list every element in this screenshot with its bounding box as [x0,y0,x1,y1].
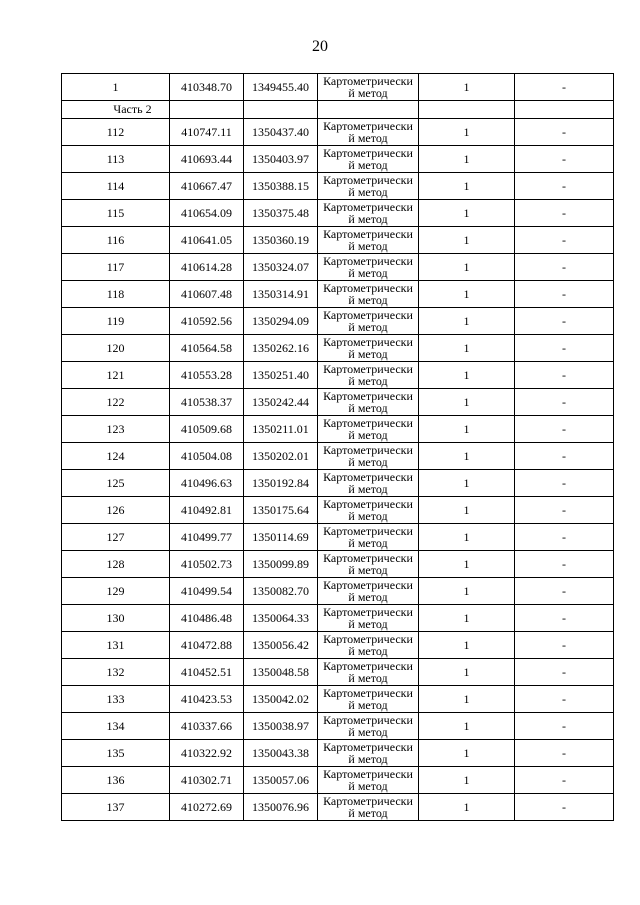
description-value: - [515,713,614,740]
description-value: - [515,578,614,605]
method-cell [318,551,419,578]
method-line-1: Картометрически [323,200,413,214]
coordinate-x: 410538.37 [170,389,244,416]
method-line-2: й метод [348,455,388,469]
point-number: 117 [62,254,170,281]
method-line-1: Картометрически [323,443,413,457]
method-cell [318,713,419,740]
accuracy-value: 1 [419,389,515,416]
method-text [318,335,418,361]
accuracy-value: 1 [419,74,515,101]
method-line-1: Картометрически [323,605,413,619]
coordinate-x: 410499.77 [170,524,244,551]
method-text [318,146,418,172]
coordinate-x: 410472.88 [170,632,244,659]
method-line-2: й метод [348,482,388,496]
method-line-1: Картометрически [323,659,413,673]
method-line-1: Картометрически [323,416,413,430]
coordinate-x: 410322.92 [170,740,244,767]
table-row [62,686,614,713]
method-text [318,281,418,307]
table-row [62,119,614,146]
method-cell [318,254,419,281]
coordinate-y: 1350057.06 [244,767,318,794]
method-line-2: й метод [348,536,388,550]
coordinate-x: 410641.05 [170,227,244,254]
method-cell [318,767,419,794]
coordinate-x: 410499.54 [170,578,244,605]
method-line-2: й метод [348,671,388,685]
method-cell [318,335,419,362]
coordinate-y: 1350388.15 [244,173,318,200]
method-line-1: Картометрически [323,497,413,511]
accuracy-value: 1 [419,686,515,713]
coordinates-table [61,73,614,821]
point-number: 1 [62,74,170,101]
method-line-2: й метод [348,752,388,766]
table-row [62,713,614,740]
method-cell [318,74,419,101]
method-line-2: й метод [348,698,388,712]
description-value: - [515,389,614,416]
description-value: - [515,632,614,659]
accuracy-value: 1 [419,146,515,173]
coordinate-x: 410486.48 [170,605,244,632]
method-cell [318,524,419,551]
accuracy-value: 1 [419,173,515,200]
table-row [62,740,614,767]
method-cell [318,416,419,443]
method-line-1: Картометрически [323,74,413,88]
method-cell [318,686,419,713]
method-cell [318,605,419,632]
accuracy-value: 1 [419,416,515,443]
coordinate-y: 1350099.89 [244,551,318,578]
coordinate-y: 1350175.64 [244,497,318,524]
method-cell [318,227,419,254]
coordinate-x: 410564.58 [170,335,244,362]
coordinate-y: 1350262.16 [244,335,318,362]
point-number: 129 [62,578,170,605]
point-number: 126 [62,497,170,524]
point-number: 134 [62,713,170,740]
description-value: - [515,794,614,821]
description-value: - [515,74,614,101]
coordinate-x: 410337.66 [170,713,244,740]
method-cell [318,794,419,821]
method-text [318,794,418,820]
method-text [318,254,418,280]
method-cell [318,200,419,227]
method-line-1: Картометрически [323,713,413,727]
coordinate-y: 1350202.01 [244,443,318,470]
page-number: 20 [312,38,328,55]
accuracy-value: 1 [419,254,515,281]
table-row [62,281,614,308]
method-text [318,308,418,334]
coordinate-x: 410496.63 [170,470,244,497]
method-line-1: Картометрически [323,686,413,700]
point-number: 122 [62,389,170,416]
method-text [318,767,418,793]
method-line-2: й метод [348,212,388,226]
accuracy-value: 1 [419,119,515,146]
method-text [318,497,418,523]
description-value: - [515,173,614,200]
method-cell [318,308,419,335]
description-value: - [515,767,614,794]
table-row [62,443,614,470]
part-label: Часть 2 [62,101,170,119]
method-line-1: Картометрически [323,281,413,295]
accuracy-value: 1 [419,551,515,578]
method-text [318,632,418,658]
table-row [62,416,614,443]
point-number: 113 [62,146,170,173]
accuracy-value: 1 [419,362,515,389]
method-text [318,524,418,550]
coordinate-y: 1350042.02 [244,686,318,713]
method-line-2: й метод [348,617,388,631]
method-line-1: Картометрически [323,335,413,349]
coordinate-x: 410614.28 [170,254,244,281]
point-number: 115 [62,200,170,227]
coordinate-y: 1350294.09 [244,308,318,335]
coordinate-y: 1350375.48 [244,200,318,227]
method-line-1: Картометрически [323,767,413,781]
coordinate-y: 1350324.07 [244,254,318,281]
method-line-2: й метод [348,347,388,361]
accuracy-value: 1 [419,443,515,470]
coordinate-y: 1350192.84 [244,470,318,497]
table-row [62,362,614,389]
method-line-1: Картометрически [323,173,413,187]
method-text [318,659,418,685]
coordinate-y: 1350360.19 [244,227,318,254]
method-text [318,389,418,415]
method-line-2: й метод [348,806,388,820]
method-line-2: й метод [348,266,388,280]
coordinate-x: 410502.73 [170,551,244,578]
coordinate-x: 410592.56 [170,308,244,335]
coordinate-y: 1350251.40 [244,362,318,389]
coordinate-y: 1350048.58 [244,659,318,686]
method-line-2: й метод [348,293,388,307]
method-cell [318,173,419,200]
coordinate-y: 1350242.44 [244,389,318,416]
method-cell [318,578,419,605]
point-number: 121 [62,362,170,389]
point-number: 114 [62,173,170,200]
accuracy-value: 1 [419,713,515,740]
table-row [62,659,614,686]
accuracy-value: 1 [419,497,515,524]
description-value: - [515,119,614,146]
point-number: 118 [62,281,170,308]
table-row [62,470,614,497]
description-value: - [515,551,614,578]
table-row [62,74,614,101]
coordinate-x: 410654.09 [170,200,244,227]
method-text [318,686,418,712]
method-text [318,227,418,253]
table-row [62,767,614,794]
method-line-2: й метод [348,131,388,145]
description-value: - [515,443,614,470]
method-line-1: Картометрически [323,146,413,160]
description-value: - [515,686,614,713]
method-line-1: Картометрически [323,389,413,403]
coordinate-y: 1350076.96 [244,794,318,821]
method-line-1: Картометрически [323,470,413,484]
method-line-2: й метод [348,374,388,388]
method-cell [318,119,419,146]
method-line-1: Картометрически [323,119,413,133]
table-row [62,173,614,200]
table-row [62,146,614,173]
accuracy-value: 1 [419,605,515,632]
coordinate-x: 410607.48 [170,281,244,308]
description-value: - [515,497,614,524]
coordinate-y: 1350437.40 [244,119,318,146]
coordinate-x: 410348.70 [170,74,244,101]
coordinates-table-body [62,74,614,821]
accuracy-value: 1 [419,200,515,227]
point-number: 124 [62,443,170,470]
method-cell [318,470,419,497]
coordinate-y: 1350082.70 [244,578,318,605]
point-number: 123 [62,416,170,443]
method-cell [318,497,419,524]
description-value: - [515,281,614,308]
coordinate-y: 1350403.97 [244,146,318,173]
point-number: 137 [62,794,170,821]
method-text [318,362,418,388]
empty-cell [170,101,244,119]
accuracy-value: 1 [419,794,515,821]
method-line-1: Картометрически [323,254,413,268]
method-text [318,605,418,631]
point-number: 120 [62,335,170,362]
table-row [62,335,614,362]
point-number: 136 [62,767,170,794]
point-number: 130 [62,605,170,632]
method-line-2: й метод [348,644,388,658]
accuracy-value: 1 [419,767,515,794]
method-text [318,74,418,100]
table-row [62,578,614,605]
method-line-1: Картометрически [323,578,413,592]
coordinate-x: 410272.69 [170,794,244,821]
table-row [62,254,614,281]
method-line-1: Картометрически [323,794,413,808]
accuracy-value: 1 [419,524,515,551]
table-row [62,632,614,659]
accuracy-value: 1 [419,632,515,659]
coordinate-y: 1350114.69 [244,524,318,551]
method-line-1: Картометрически [323,632,413,646]
empty-cell [515,101,614,119]
coordinate-y: 1350314.91 [244,281,318,308]
accuracy-value: 1 [419,740,515,767]
method-line-1: Картометрически [323,551,413,565]
method-line-2: й метод [348,563,388,577]
method-line-2: й метод [348,509,388,523]
description-value: - [515,308,614,335]
accuracy-value: 1 [419,470,515,497]
table-row [62,308,614,335]
accuracy-value: 1 [419,227,515,254]
coordinate-y: 1350043.38 [244,740,318,767]
point-number: 125 [62,470,170,497]
method-cell [318,740,419,767]
point-number: 127 [62,524,170,551]
coordinate-y: 1350038.97 [244,713,318,740]
point-number: 119 [62,308,170,335]
empty-cell [419,101,515,119]
description-value: - [515,605,614,632]
coordinate-x: 410509.68 [170,416,244,443]
table-row [62,605,614,632]
description-value: - [515,416,614,443]
method-line-1: Картометрически [323,362,413,376]
accuracy-value: 1 [419,659,515,686]
point-number: 116 [62,227,170,254]
method-line-2: й метод [348,185,388,199]
description-value: - [515,227,614,254]
method-text [318,740,418,766]
point-number: 112 [62,119,170,146]
point-number: 128 [62,551,170,578]
method-text [318,119,418,145]
method-text [318,200,418,226]
method-line-2: й метод [348,158,388,172]
coordinate-y: 1350211.01 [244,416,318,443]
method-line-2: й метод [348,725,388,739]
method-line-2: й метод [348,239,388,253]
empty-cell [244,101,318,119]
coordinate-x: 410423.53 [170,686,244,713]
table-row [62,551,614,578]
method-line-2: й метод [348,590,388,604]
method-cell [318,632,419,659]
method-line-2: й метод [348,401,388,415]
table-row [62,794,614,821]
accuracy-value: 1 [419,578,515,605]
coordinate-x: 410302.71 [170,767,244,794]
method-line-2: й метод [348,320,388,334]
method-line-1: Картометрически [323,227,413,241]
coordinate-x: 410492.81 [170,497,244,524]
coordinate-x: 410747.11 [170,119,244,146]
method-line-2: й метод [348,86,388,100]
method-text [318,443,418,469]
coordinate-y: 1349455.40 [244,74,318,101]
coordinate-y: 1350064.33 [244,605,318,632]
accuracy-value: 1 [419,335,515,362]
method-text [318,173,418,199]
table-row [62,227,614,254]
point-number: 132 [62,659,170,686]
point-number: 131 [62,632,170,659]
point-number: 135 [62,740,170,767]
coordinate-x: 410553.28 [170,362,244,389]
table-row [62,200,614,227]
method-line-2: й метод [348,428,388,442]
method-cell [318,362,419,389]
description-value: - [515,146,614,173]
method-text [318,578,418,604]
point-number: 133 [62,686,170,713]
method-cell [318,659,419,686]
method-line-1: Картометрически [323,308,413,322]
part-row [62,101,614,119]
method-text [318,713,418,739]
method-line-1: Картометрически [323,740,413,754]
coordinate-x: 410667.47 [170,173,244,200]
coordinate-x: 410693.44 [170,146,244,173]
description-value: - [515,335,614,362]
method-cell [318,281,419,308]
method-line-1: Картометрически [323,524,413,538]
description-value: - [515,362,614,389]
coordinate-x: 410452.51 [170,659,244,686]
description-value: - [515,470,614,497]
table-row [62,524,614,551]
coordinate-x: 410504.08 [170,443,244,470]
description-value: - [515,524,614,551]
method-line-2: й метод [348,779,388,793]
table-row [62,389,614,416]
method-cell [318,389,419,416]
accuracy-value: 1 [419,281,515,308]
method-text [318,416,418,442]
coordinate-y: 1350056.42 [244,632,318,659]
description-value: - [515,659,614,686]
method-text [318,470,418,496]
empty-cell [318,101,419,119]
accuracy-value: 1 [419,308,515,335]
description-value: - [515,254,614,281]
description-value: - [515,200,614,227]
method-text [318,551,418,577]
method-cell [318,146,419,173]
table-row [62,497,614,524]
method-cell [318,443,419,470]
description-value: - [515,740,614,767]
